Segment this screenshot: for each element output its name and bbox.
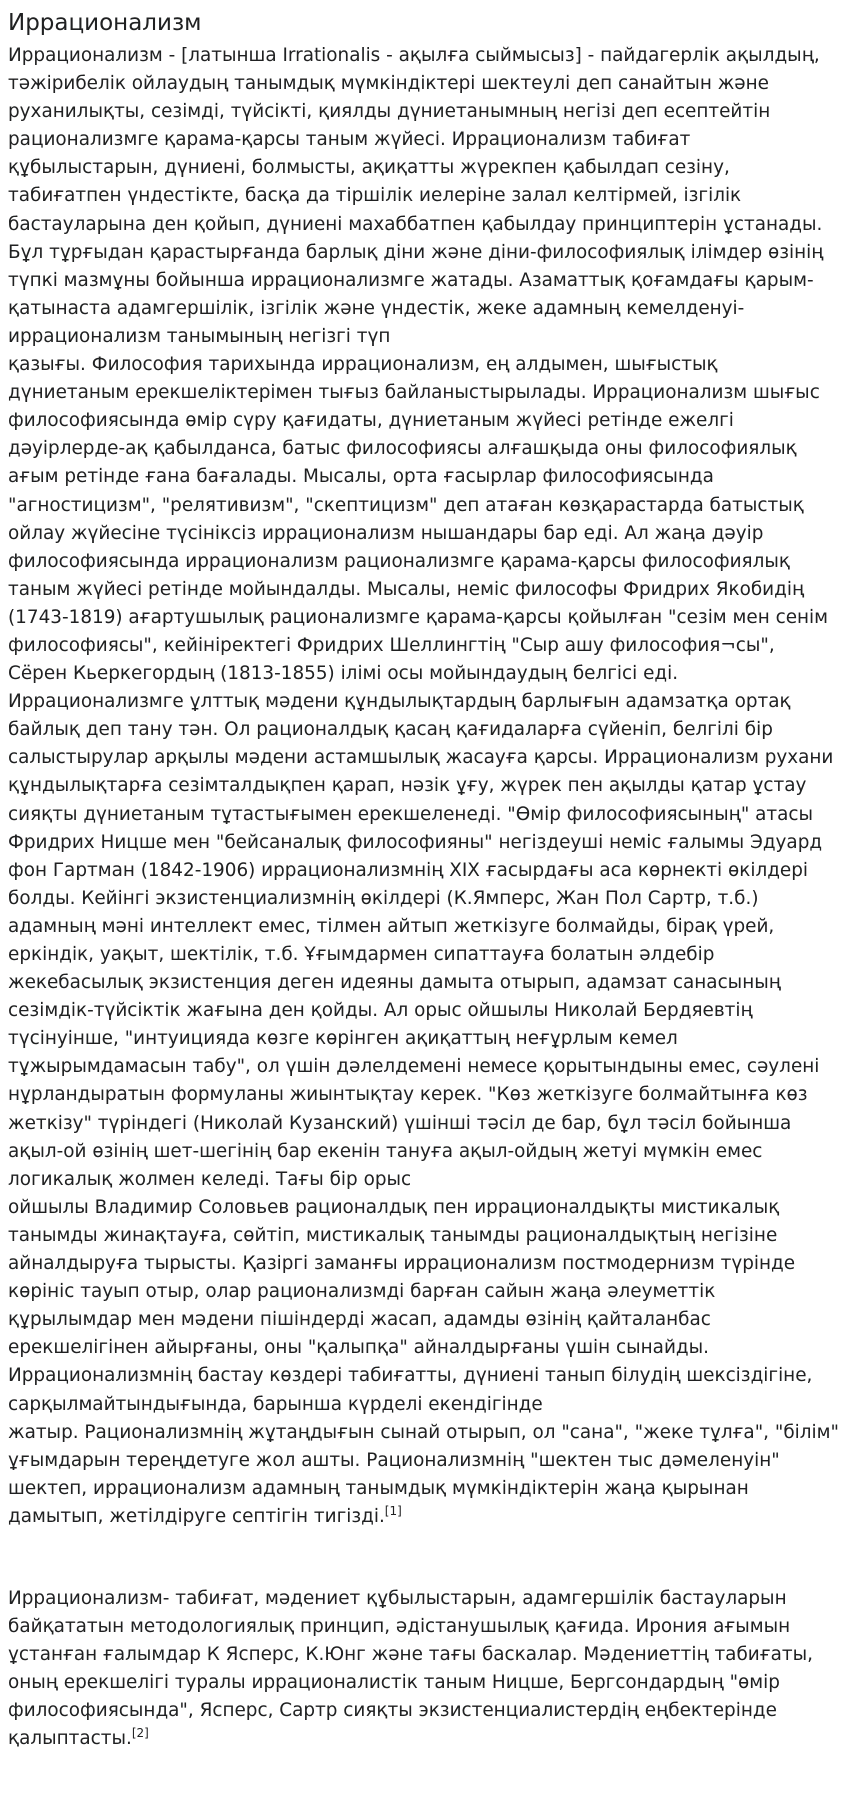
footnote-ref-2-label: [2] <box>131 1726 149 1741</box>
footnote-ref-1-label: [1] <box>384 1503 402 1518</box>
article-paragraph-2 <box>8 1585 839 1754</box>
footnote-ref-2[interactable] <box>132 1726 149 1740</box>
footnote-ref-1[interactable] <box>385 1504 402 1518</box>
article-title: Иррационализм <box>8 10 202 36</box>
article-paragraph-1 <box>8 42 839 1531</box>
paragraph-1-text: Иррационализм - [латынша Irrationalis - ақылға сыймысыз] - пайдагерлік ақылдың, тәжірибелік ойлаудың танымдық мүмкіндіктері шектеулі деп санайтын және руханилықты, сезімді, түйсікті, қиялды дүниетанымның негізі деп есептейтін рационализмге қарама-қарсы таным жүйесі. Иррационализм табиғат құбылыстарын, дүниені, болмысты, ақиқатты жүрекпен қабылдап сезіну, табиғатпен үндестікте, басқа да тіршілік иелеріне залал келтірмей, ізгілік бастауларына ден қойып, дүниені махаббатпен қабылдау принциптерін ұстанады. Бұл тұрғыдан қарастырғанда барлық діни және діни-философиялық ілімдер өзінің түпкі мазмұны бойынша иррационализмге жатады. Азаматтық қоғамдағы қарым-қатынаста адамгершілік, ізгілік және үндестік, жеке адамның кемелденуі-иррационализм танымының негізгі түп қазығы. Философия тарихында иррационализм, ең алдымен, шығыстық дүниетаным ерекшеліктерімен тығыз байланыстырылады. Иррационализм шығыс философиясында өмір сүру қағидаты, дүниетаным жүйесі ретінде ежелгі дәуірлерде-ақ қабылданса, батыс философиясы алғашқыда оны философиялық ағым ретінде ғана бағалады. Мысалы, орта ғасырлар философиясында "агностицизм", "релятивизм", "скептицизм" деп атаған көзқарастарда батыстық ойлау жүйесіне түсініксіз иррационализм нышандары бар еді. Ал жаңа дәуір философиясында иррационализм рационализмге қарама-қарсы философиялық таным жүйесі ретінде мойындалды. Мысалы, неміс философы Фридрих Якобидің (1743-1819) ағартушылық рационализмге қарама-қарсы қойылған "сезім мен сенім философиясы", кейініректегі Фридрих Шеллингтің "Сыр ашу философия¬сы", Сёрен Кьеркегордың (1813-1855) ілімі осы мойындаудың белгісі еді. Иррационализмге ұлттық мәдени құндылықтардың барлығын адамзатқа ортақ байлық деп тану тән. Ол рационалдық қасаң қағидаларға сүйеніп, белгілі бір салыстырулар арқылы мәдени астамшылық жасауға қарсы. Иррационализм рухани құндылықтарға сезімталдықпен қарап, нәзік ұғу, жүрек пен ақылды қатар ұстау сияқты дүниетаным тұтастығымен ерекшеленеді. "Өмір философиясының" атасы Фридрих Ницше мен "бейсаналық философияны" негіздеуші неміс ғалымы Эдуард фон Гартман (1842-1906) иррационализмнің XIX ғасырдағы аса көрнекті өкілдері болды. Кейінгі экзистенциализмнің өкілдері (К.Ямперс, Жан Пол Сартр, т.б.) адамның мәні интеллект емес, тілмен айтып жеткізуге болмайды, бірақ үрей, еркіндік, уақыт, шектілік, т.б. Ұғымдармен сипаттауға болатын әлдебір жекебасылық экзистенция деген идеяны дамыта отырып, адамзат санасының сезімдік-түйсіктік жағына ден қойды. Ал орыс ойшылы Николай Бердяевтің түсінуінше, "интуицияда көзге көрінген ақиқаттың неғұрлым кемел тұжырымдамасын табу", ол үшін дәлелдемені немесе қорытындыны емес, сәулені нұрландыратын формуланы жиынтықтау керек. "Көз жеткізуге болмайтынға көз жеткізу" түріндегі (Николай Кузанский) үшінші тәсіл де бар, бұл тәсіл бойынша ақыл-ой өзінің шет-шегінің бар екенін тануға ақыл-ойдың жетуі мүмкін емес логикалық жолмен келеді. Тағы бір орыс ойшылы Владимир Соловьев рационалдық пен иррационалдықты мистикалық танымды жинақтауға, сөйтіп, мистикалық танымды рационалдықтың негізіне айналдыруға тырысты. Қазіргі заманғы иррационализм постмодернизм түрінде көрініс тауып отыр, олар рационализмді барған сайын жаңа әлеуметтік құрылымдар мен мәдени пішіндерді жасап, адамды өзінің қайталанбас ерекшелігінен айырғаны, оны "қалыпқа" айналдырғаны үшін сынайды. Иррационализмнің бастау көздері табиғатты, дүниені танып білудің шексіздігіне, сарқылмайтындығында, барынша күрделі екендігінде жатыр. Рационализмнің жұтаңдығын сынай отырып, ол "сана", "жеке тұлға", "білім" ұғымдарын тереңдетуге жол ашты. Рационализмнің "шектен тыс дәмеленуін" шектеп, иррационализм адамның танымдық мүмкіндіктерін жаңа қырынан дамытып, жетілдіруге септігін тигізді. <box>8 45 839 1527</box>
paragraph-2-text: Иррационализм- табиғат, мәдениет құбылыстарын, адамгершілік бастауларын байқататын методологиялық принцип, әдістанушылық қағида. Ирония ағымын ұстанған ғалымдар К Ясперс, К.Юнг және тағы баскалар. Мәдениеттің табиғаты, оның ерекшелігі туралы иррационалистік таным Ницше, Бергсондардың "өмір философиясында", Ясперс, Сартр сияқты экзистенциалистердің еңбектерінде қалыптасты. <box>8 1587 813 1750</box>
